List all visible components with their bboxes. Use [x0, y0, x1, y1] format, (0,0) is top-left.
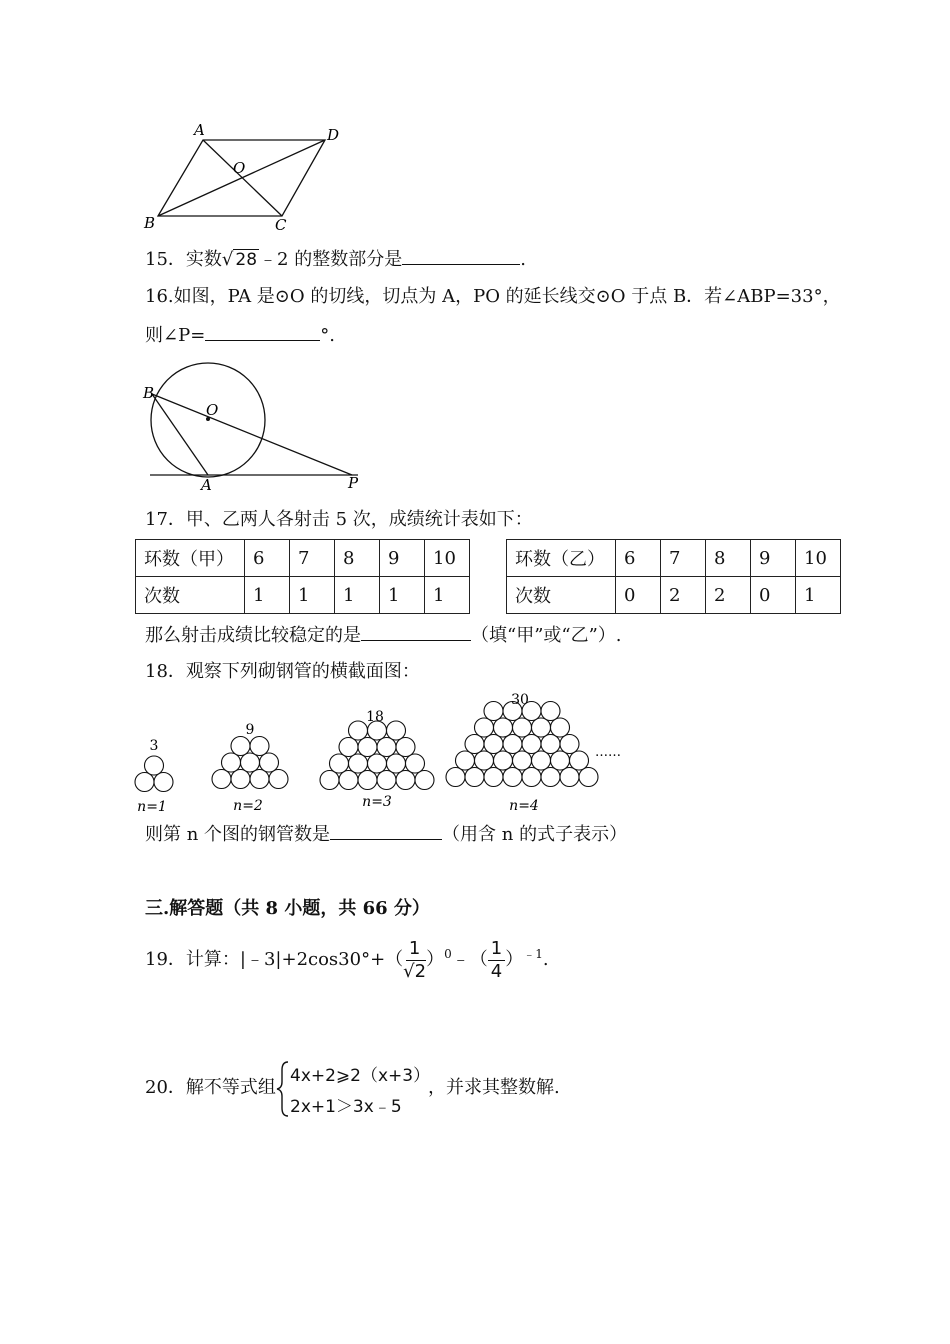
q19-prefix: 19．计算：|﹣3|+2cos30°+（ — [145, 949, 404, 970]
label-o: O — [233, 159, 246, 177]
pipe-circle — [241, 753, 260, 772]
answer-blank-15[interactable] — [402, 246, 520, 265]
table-cell: 1 — [796, 577, 841, 614]
q15-prefix: 15．实数 — [145, 249, 222, 270]
pipe-circle — [154, 773, 173, 792]
ellipsis: …… — [595, 745, 621, 760]
table-cell: 1 — [245, 577, 290, 614]
table-cell: 6 — [616, 540, 661, 577]
pipe-circle — [231, 770, 250, 789]
pipe-circle — [522, 735, 541, 754]
pipe-circle — [465, 735, 484, 754]
table-cell: 2 — [661, 577, 706, 614]
pipe-circle — [465, 768, 484, 787]
table-cell: 6 — [245, 540, 290, 577]
q19-mid: ） — [426, 949, 445, 970]
pipe-circle — [349, 721, 368, 740]
q17-prefix: 那么射击成绩比较稳定的是 — [145, 625, 361, 646]
frac1-numerator: 1 — [406, 938, 423, 961]
pipe-circle — [406, 754, 425, 773]
pipe-circle — [551, 751, 570, 770]
question-20-prefix: 20．解不等式组 — [145, 1077, 276, 1098]
label-b: B — [143, 384, 155, 402]
answer-blank-17[interactable] — [361, 622, 471, 641]
sqrt-expression — [222, 248, 259, 272]
table-cell: 1 — [335, 577, 380, 614]
label-c: C — [275, 216, 287, 234]
frac1-radicand: 2 — [414, 960, 427, 982]
pipe-circle — [579, 768, 598, 787]
pipe-circle — [532, 718, 551, 737]
pipe-circle — [494, 718, 513, 737]
exponent-zero: 0 — [444, 947, 452, 961]
label-a: A — [194, 121, 205, 139]
question-20-suffix: ，并求其整数解. — [428, 1077, 560, 1098]
table-cell: 7 — [290, 540, 335, 577]
table-cell: 0 — [616, 577, 661, 614]
q19-end: . — [542, 949, 549, 970]
label-d: D — [327, 126, 340, 144]
pipe-circle — [269, 770, 288, 789]
score-table-jia — [135, 539, 470, 614]
figure-count-1: 3 — [149, 738, 159, 754]
exponent-neg-one: ﹣1 — [523, 947, 543, 961]
pipe-circle — [330, 754, 349, 773]
pipe-circle — [446, 768, 465, 787]
pipe-circle — [320, 771, 339, 790]
frac1-denominator — [403, 961, 426, 983]
section-3-title: 三.解答题（共 8 小题，共 66 分） — [145, 898, 430, 919]
circle-tangent-figure — [140, 358, 370, 493]
q15-suffix: ﹣2 的整数部分是 — [259, 249, 403, 270]
pipe-circle — [475, 751, 494, 770]
pipe-circle — [484, 768, 503, 787]
frac2-denominator: 4 — [490, 960, 503, 982]
pipe-circle — [541, 768, 560, 787]
figure-count-4: 30 — [511, 692, 529, 708]
table-cell: 环数（甲） — [136, 540, 245, 577]
pipe-circle — [260, 753, 279, 772]
pipe-circle — [415, 771, 434, 790]
inequality-2: 2x+1＞3x﹣5 — [290, 1097, 402, 1117]
table-row — [507, 577, 841, 614]
q18-prefix: 则第 n 个图的钢管数是 — [145, 824, 331, 845]
question-16-line2 — [145, 322, 335, 348]
pipe-circle — [368, 754, 387, 773]
pipe-circle — [145, 756, 164, 775]
pipe-circle — [377, 771, 396, 790]
figure-count-3: 18 — [366, 709, 384, 725]
pipe-circle — [522, 768, 541, 787]
q17-suffix: （填“甲”或“乙”）. — [471, 625, 622, 646]
pipe-circle — [250, 737, 269, 756]
pipe-circle — [339, 771, 358, 790]
q15-end: . — [520, 249, 526, 270]
question-15 — [145, 246, 526, 272]
pipe-circle — [484, 735, 503, 754]
table-row — [136, 577, 470, 614]
q19-close: ） — [505, 949, 524, 970]
pipe-circle — [541, 735, 560, 754]
system-brace-icon — [276, 1060, 290, 1118]
table-cell: 2 — [706, 577, 751, 614]
sqrt-sign-icon: √ — [403, 960, 415, 982]
pipe-circle — [484, 702, 503, 721]
table-cell: 次数 — [136, 577, 245, 614]
pipe-circle — [570, 751, 589, 770]
steel-pipe-figures — [130, 686, 630, 816]
figure-label-4: n=4 — [509, 798, 539, 814]
line-bp — [152, 394, 352, 475]
pipe-circle — [231, 737, 250, 756]
pipe-circle — [475, 718, 494, 737]
question-19 — [145, 930, 549, 984]
pipe-circle — [503, 735, 522, 754]
table-cell: 1 — [425, 577, 470, 614]
diagonal-bd — [158, 140, 325, 216]
table-row — [507, 540, 841, 577]
pipe-circle — [212, 770, 231, 789]
pipe-circle — [222, 753, 241, 772]
pipe-circle — [551, 718, 570, 737]
pipe-circle — [560, 768, 579, 787]
label-a: A — [201, 476, 212, 493]
parallelogram-figure — [140, 118, 370, 236]
table-cell: 7 — [661, 540, 706, 577]
answer-blank-18[interactable] — [330, 821, 442, 840]
q15-radicand: 28 — [235, 250, 258, 270]
table-cell: 次数 — [507, 577, 616, 614]
question-16-line1: 16.如图，PA 是⊙O 的切线，切点为 A，PO 的延长线交⊙O 于点 B．若∠ABP=33°， — [145, 286, 841, 307]
question-17-intro: 17．甲、乙两人各射击 5 次，成绩统计表如下： — [145, 509, 533, 530]
fraction-1-over-sqrt2 — [403, 938, 426, 983]
pipe-circle — [387, 721, 406, 740]
pipe-circle — [494, 751, 513, 770]
pipe-circle — [513, 751, 532, 770]
table-cell: 8 — [335, 540, 380, 577]
pipe-circle — [396, 738, 415, 757]
table-row — [136, 540, 470, 577]
question-18-intro: 18．观察下列砌钢管的横截面图： — [145, 661, 420, 682]
inequality-1: 4x+2⩾2（x+3） — [290, 1066, 431, 1086]
pipe-circle — [358, 738, 377, 757]
label-p: P — [348, 474, 359, 492]
figure-label-3: n=3 — [362, 794, 392, 810]
pipe-circle — [339, 738, 358, 757]
table-cell: 9 — [380, 540, 425, 577]
pipe-circle — [349, 754, 368, 773]
figure-label-2: n=2 — [233, 798, 263, 814]
fraction-1-over-4 — [488, 938, 505, 983]
table-cell: 10 — [796, 540, 841, 577]
q18-suffix: （用含 n 的式子表示） — [442, 824, 628, 845]
pipe-circle — [532, 751, 551, 770]
figure-count-2: 9 — [245, 722, 255, 738]
frac2-numerator: 1 — [488, 938, 505, 961]
pipe-circle — [135, 773, 154, 792]
pipe-circle — [358, 771, 377, 790]
question-18-question — [145, 821, 627, 847]
pipe-circle — [377, 738, 396, 757]
pipe-circle — [387, 754, 406, 773]
q19-minus: ﹣（ — [451, 949, 488, 970]
pipe-circle — [503, 768, 522, 787]
figure-label-1: n=1 — [137, 799, 167, 815]
q16-prefix: 则∠P= — [145, 325, 206, 346]
answer-blank-16[interactable] — [205, 322, 320, 341]
pipe-circle — [560, 735, 579, 754]
pipe-circle — [250, 770, 269, 789]
sqrt-sign-icon: √ — [221, 249, 234, 270]
chord-ba — [152, 394, 208, 475]
pipe-circle — [513, 718, 532, 737]
table-cell: 环数（乙） — [507, 540, 616, 577]
table-cell: 1 — [380, 577, 425, 614]
score-table-yi — [506, 539, 841, 614]
pipe-circle — [541, 702, 560, 721]
label-b: B — [144, 214, 156, 232]
question-17-conclusion — [145, 622, 622, 648]
table-cell: 0 — [751, 577, 796, 614]
q16-suffix: °. — [320, 325, 336, 346]
table-cell: 10 — [425, 540, 470, 577]
table-cell: 8 — [706, 540, 751, 577]
pipe-circle — [396, 771, 415, 790]
table-cell: 1 — [290, 577, 335, 614]
pipe-circle — [456, 751, 475, 770]
table-cell: 9 — [751, 540, 796, 577]
label-o: O — [206, 401, 219, 419]
